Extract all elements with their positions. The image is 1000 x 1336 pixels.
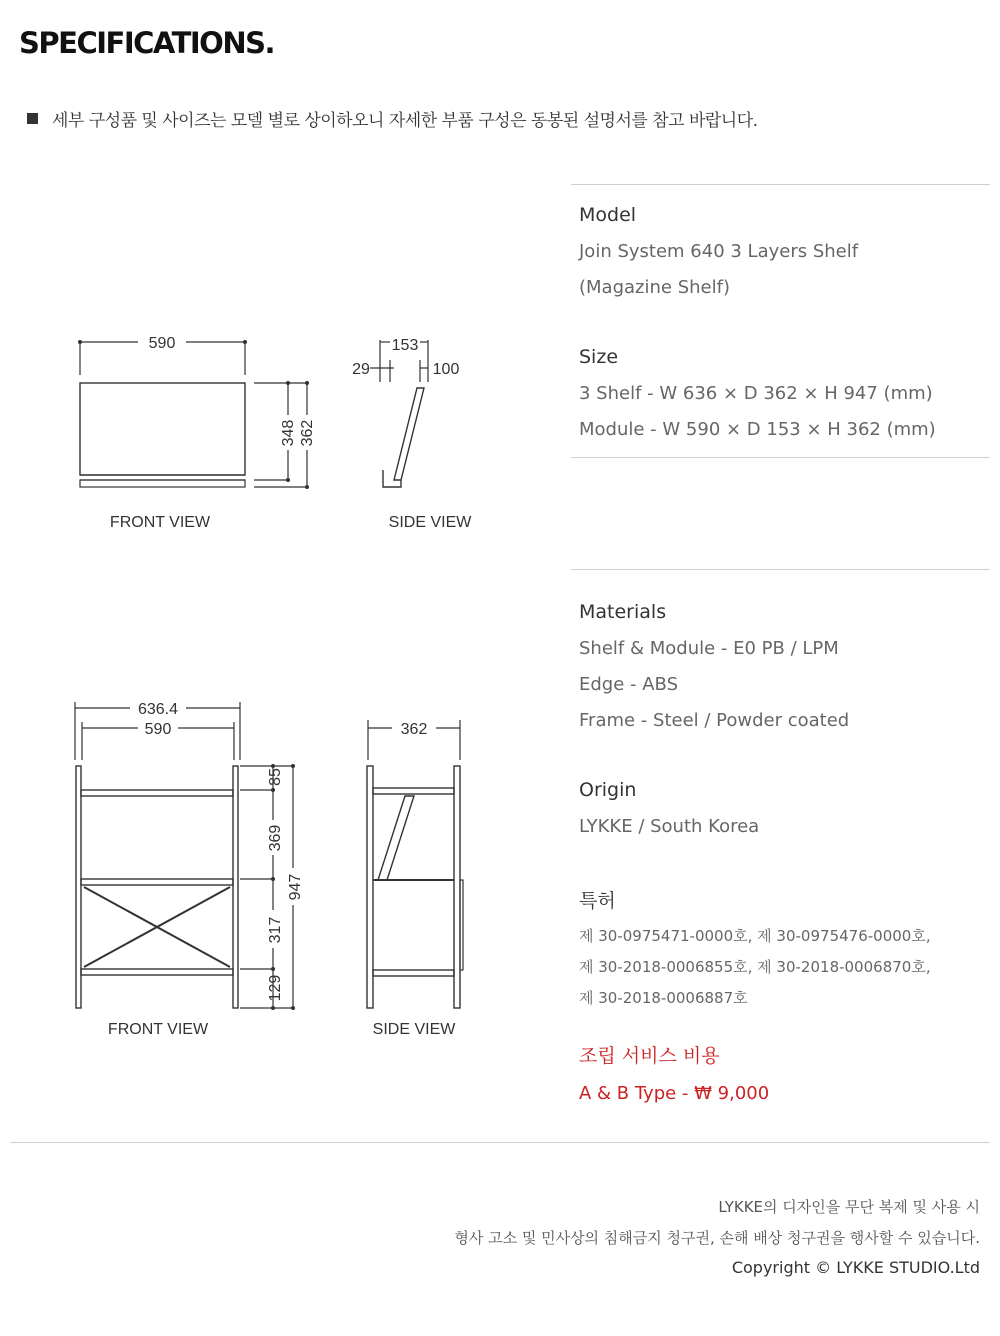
- footer-line: 형사 고소 및 민사상의 침해금지 청구권, 손해 배상 청구권을 행사할 수 있습니다.: [454, 1229, 980, 1247]
- dim-depth: 153: [391, 337, 419, 354]
- patent-line: 제 30-2018-0006855호, 제 30-2018-0006870호,: [579, 958, 931, 976]
- spec-size: [579, 346, 936, 448]
- square-bullet-icon: [27, 113, 38, 124]
- origin-line: LYKKE / South Korea: [579, 816, 760, 837]
- dim-seg-2: 369: [267, 824, 284, 852]
- side-view-label: SIDE VIEW: [388, 514, 472, 531]
- size-line: Module - W 590 × D 153 × H 362 (mm): [579, 419, 936, 440]
- materials-heading: Materials: [579, 601, 667, 623]
- dim-seg-4: 129: [267, 974, 284, 1002]
- divider: [10, 1142, 990, 1143]
- dim-inner-width: 590: [144, 721, 172, 738]
- size-heading: Size: [579, 346, 619, 368]
- dim-height-2: 362: [299, 419, 316, 447]
- divider: [571, 569, 990, 570]
- patent-line: 제 30-0975471-0000호, 제 30-0975476-0000호,: [579, 927, 931, 945]
- dim-seg-1: 85: [267, 768, 284, 786]
- materials-line: Edge - ABS: [579, 674, 679, 695]
- shelf-diagram: [0, 690, 540, 1050]
- dim-height-1: 348: [280, 419, 297, 447]
- materials-line: Frame - Steel / Powder coated: [579, 710, 850, 731]
- spec-model: [579, 204, 858, 306]
- copyright: Copyright © LYKKE STUDIO.Ltd: [731, 1258, 980, 1277]
- patent-heading: 특허: [579, 890, 616, 912]
- origin-heading: Origin: [579, 779, 637, 801]
- spec-patent: [579, 886, 931, 1014]
- spec-service: [579, 1041, 769, 1112]
- notice: [27, 106, 758, 131]
- service-heading: 조립 서비스 비용: [579, 1045, 720, 1067]
- spec-materials: [579, 601, 849, 739]
- page-title: SPECIFICATIONS.: [19, 26, 274, 60]
- dim-width: 590: [148, 335, 176, 352]
- notice-text: 세부 구성품 및 사이즈는 모델 별로 상이하오니 자세한 부품 구성은 동봉된 설명서를 참고 바랍니다.: [52, 111, 758, 131]
- model-heading: Model: [579, 204, 637, 226]
- materials-line: Shelf & Module - E0 PB / LPM: [579, 638, 839, 659]
- front-view-label: FRONT VIEW: [109, 514, 211, 531]
- dim-outer-width: 636.4: [137, 701, 179, 718]
- spec-origin: [579, 779, 759, 845]
- patent-line: 제 30-2018-0006887호: [579, 989, 748, 1007]
- dim-d2: 100: [432, 361, 460, 378]
- service-price: A & B Type - ₩ 9,000: [579, 1083, 770, 1104]
- front-view-label: FRONT VIEW: [107, 1021, 209, 1038]
- model-line: (Magazine Shelf): [579, 277, 730, 298]
- divider: [571, 184, 990, 185]
- dim-total-height: 947: [287, 873, 304, 901]
- divider: [571, 457, 990, 458]
- dim-side-depth: 362: [400, 721, 428, 738]
- dim-d1: 29: [352, 361, 370, 378]
- dim-seg-3: 317: [267, 916, 284, 944]
- size-line: 3 Shelf - W 636 × D 362 × H 947 (mm): [579, 383, 933, 404]
- side-view-label: SIDE VIEW: [372, 1021, 456, 1038]
- module-diagram: [0, 320, 540, 540]
- model-line: Join System 640 3 Layers Shelf: [579, 241, 859, 262]
- footer-line: LYKKE의 디자인을 무단 복제 및 사용 시: [718, 1198, 980, 1216]
